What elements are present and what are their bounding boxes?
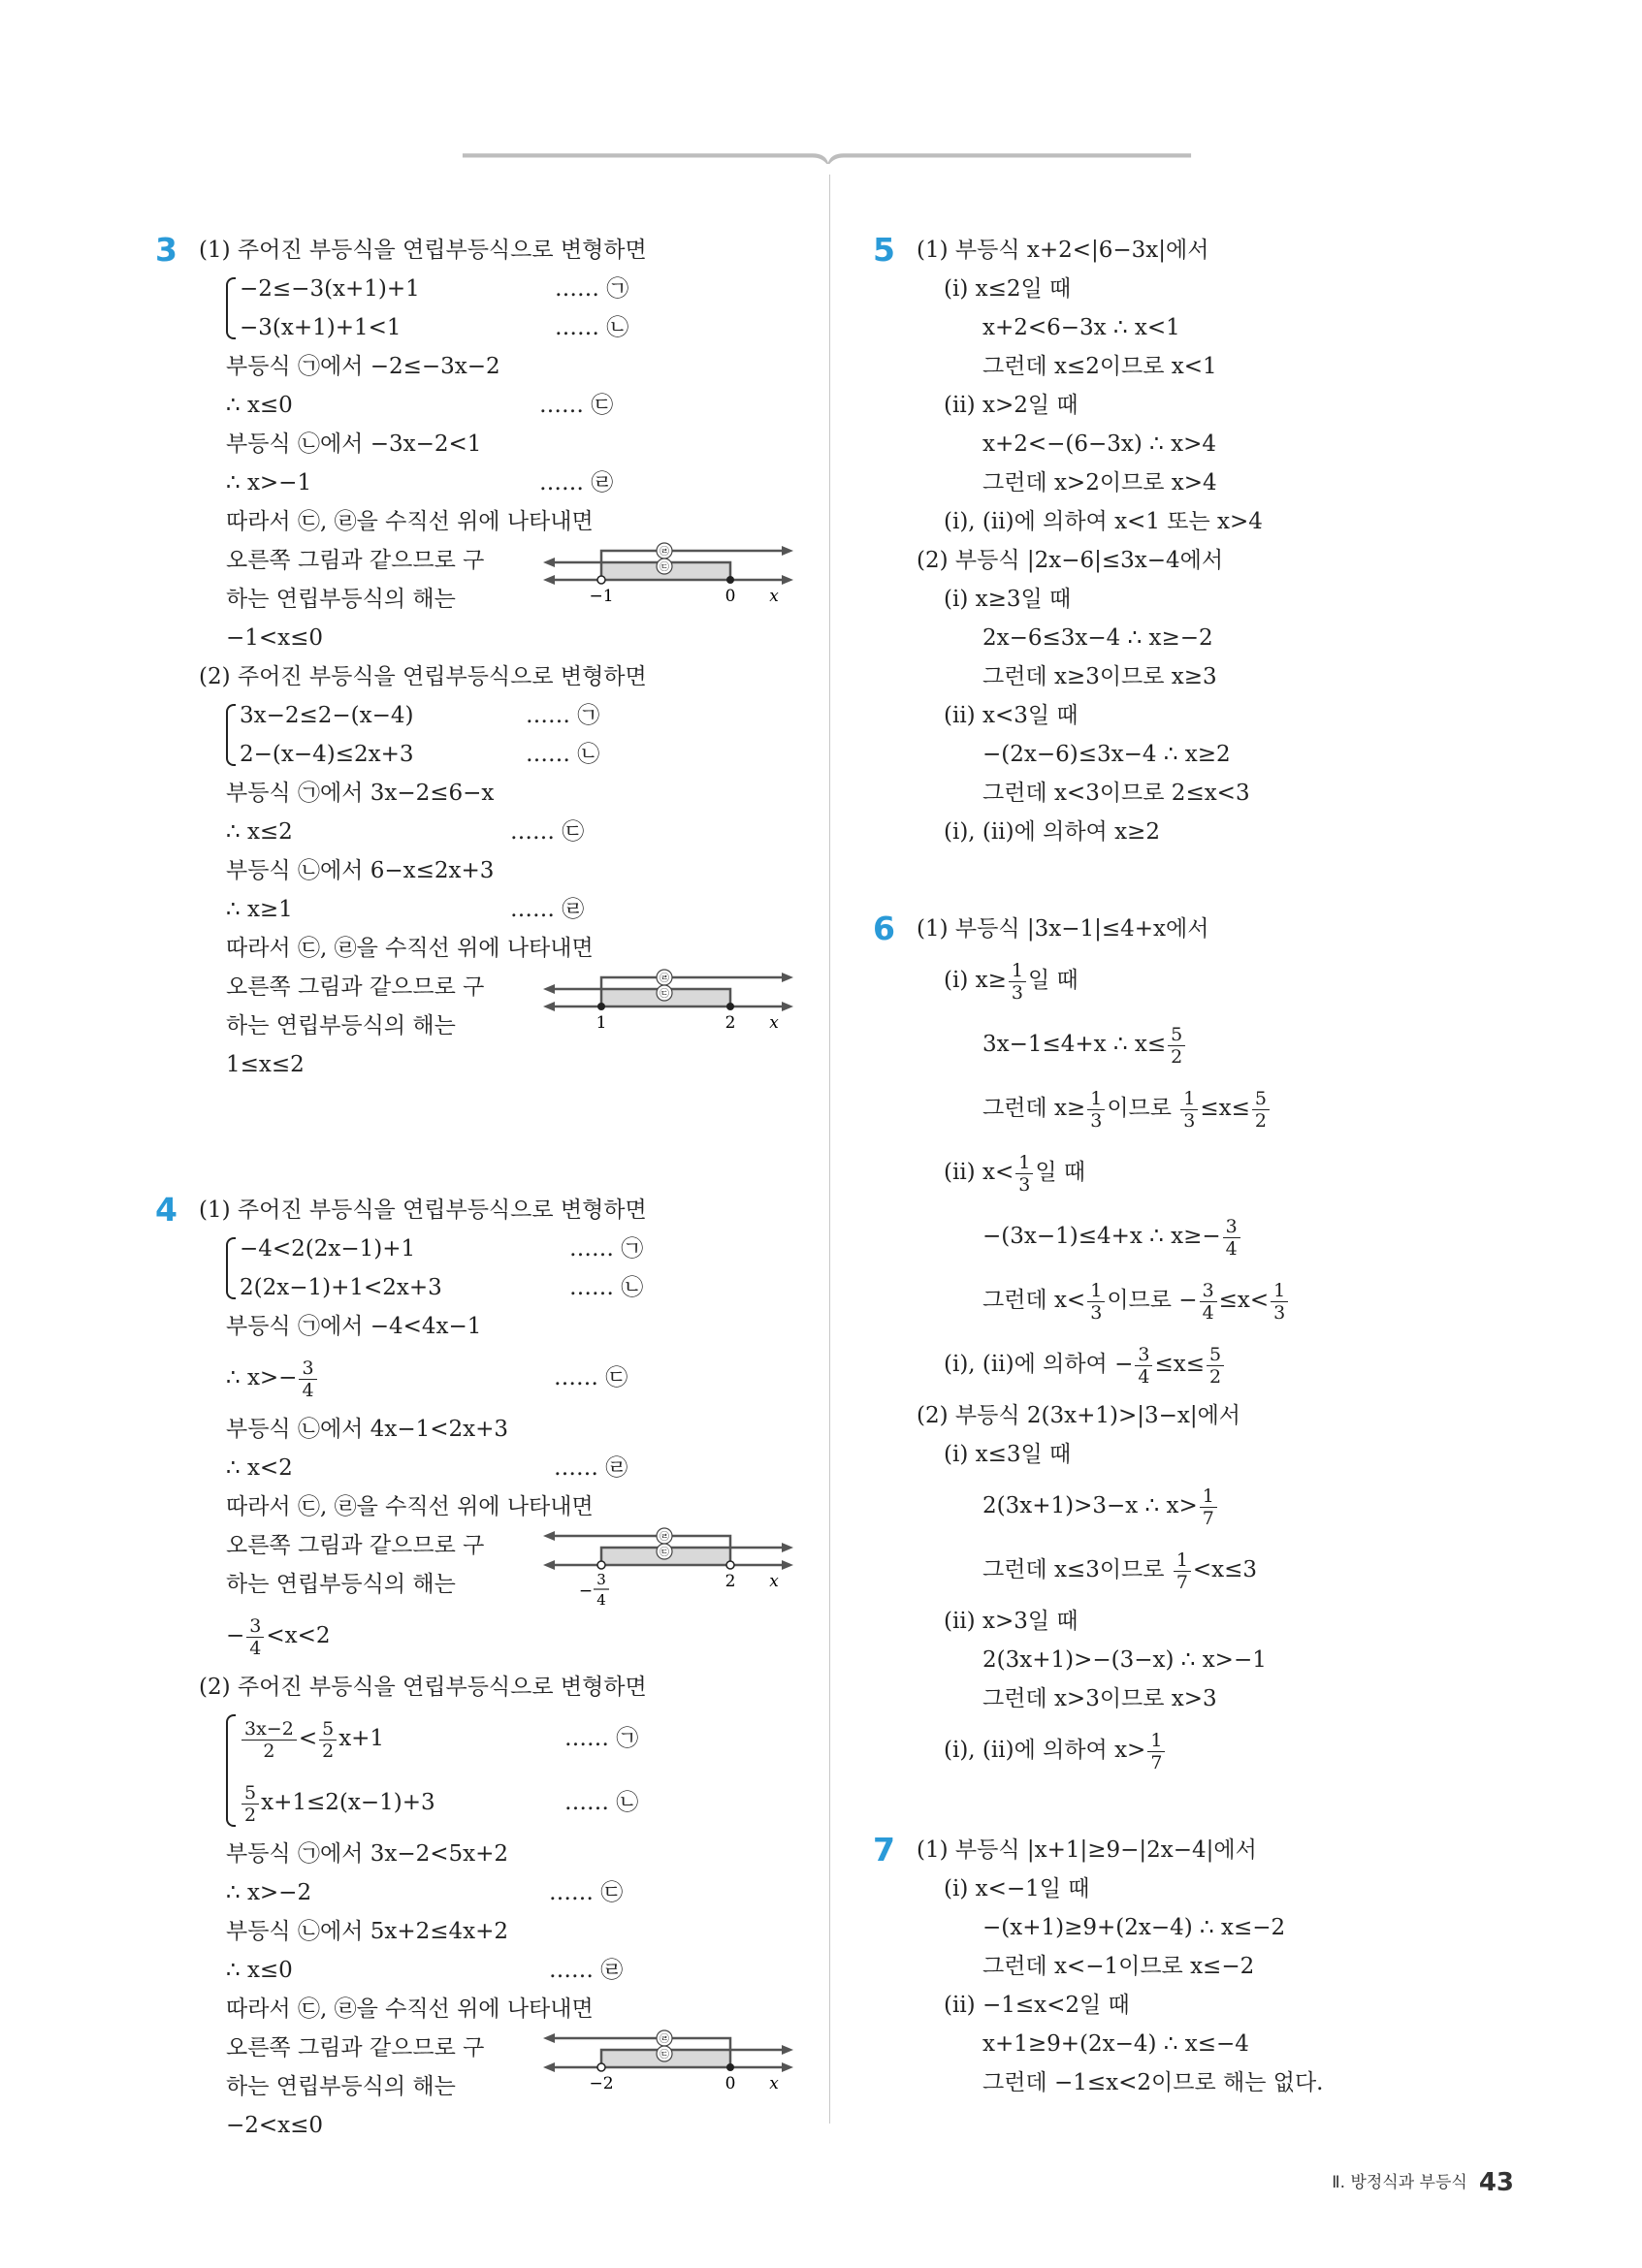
inequality-system	[226, 270, 815, 347]
fraction: $\frac{1}{3}$	[1180, 1088, 1198, 1132]
right-column	[873, 231, 1503, 2102]
tick-label-minus: −	[578, 1581, 594, 1601]
step-line: 부등식 ㉡에서 5x+2≤4x+2	[226, 1919, 509, 1944]
step-line: 그런데 −1≤x<2이므로 해는 없다.	[982, 2070, 1324, 2095]
step-line: 부등식 ㉡에서 −3x−2<1	[226, 431, 482, 457]
page-footer	[1332, 2168, 1514, 2197]
inequality-system	[226, 1230, 815, 1307]
fraction: $\frac{1}{3}$	[1015, 1152, 1033, 1196]
top-decorative-bar	[150, 150, 1503, 164]
fraction: $\frac{1}{7}$	[1200, 1485, 1217, 1529]
label-c4: ㉣	[660, 974, 669, 984]
step-line: −(x+1)≥9+(2x−4) ∴ x≤−2	[982, 1915, 1286, 1940]
system-row: −3(x+1)+1<1 …… ㉡	[240, 315, 629, 340]
axis-label: x	[769, 587, 779, 606]
part-intro: (1) 부등식 x+2<|6−3x|에서	[917, 238, 1209, 263]
part-intro: (1) 주어진 부등식을 연립부등식으로 변형하면	[199, 238, 647, 263]
step-line: ∴ x≤0 …… ㉢	[226, 393, 614, 418]
step-line: 그런데 x<−1이므로 x≤−2	[982, 1954, 1255, 1979]
step-line: x+1≥9+(2x−4) ∴ x≤−4	[982, 2031, 1249, 2057]
label-c3: ㉢	[660, 1548, 669, 1558]
step-line: 그런데 x< $\frac{1}{3}$ 이므로 − $\frac{3}{4}$ ≤x< $\frac{1}{3}$	[917, 1268, 1503, 1332]
step-line: 그런데 x≤2이므로 x<1	[982, 354, 1217, 379]
step-line: 부등식 ㉠에서 3x−2≤6−x	[226, 781, 495, 806]
case-line: (ⅰ) x≥3일 때	[944, 587, 1072, 612]
axis-label: x	[769, 1013, 779, 1033]
case-line: (ⅱ) x<3일 때	[944, 703, 1079, 728]
case-line: (ⅰ) x≥ $\frac{1}{3}$ 일 때	[944, 959, 1079, 1004]
text-line: 따라서 ㉢, ㉣을 수직선 위에 나타내면	[226, 1996, 594, 2022]
answer: − $\frac{3}{4}$ <x<2	[226, 1614, 331, 1659]
chapter-label: Ⅱ. 방정식과 부등식	[1332, 2173, 1467, 2192]
problem-6	[873, 910, 1503, 1782]
case-line: (ⅱ) x< $\frac{1}{3}$ 일 때	[944, 1151, 1086, 1196]
axis-label: x	[769, 1572, 779, 1591]
text-line: 오른쪽 그림과 같으므로 구	[226, 2035, 485, 2060]
conclusion: (ⅰ), (ⅱ)에 의하여 x≥2	[944, 819, 1160, 845]
problem-number: 7	[873, 1831, 895, 1869]
step-line: 부등식 ㉠에서 −2≤−3x−2	[226, 354, 500, 379]
text-line: 오른쪽 그림과 같으므로 구	[226, 974, 485, 1000]
numberline-block	[199, 541, 815, 657]
label-c3: ㉢	[660, 989, 669, 1000]
case-line: (ⅱ) x>2일 때	[944, 393, 1079, 418]
conclusion: (ⅰ), (ⅱ)에 의하여 x> $\frac{1}{7}$	[917, 1718, 1503, 1782]
step-line: 2x−6≤3x−4 ∴ x≥−2	[982, 625, 1213, 651]
step-line: −(2x−6)≤3x−4 ∴ x≥2	[982, 742, 1231, 767]
fraction: $\frac{3}{4}$	[299, 1358, 316, 1401]
number-line-3-2	[543, 956, 795, 1034]
system-row: $\frac{5}{2}$ x+1≤2(x−1)+3 …… ㉡	[240, 1771, 815, 1835]
tick-label-den: 4	[596, 1591, 606, 1609]
numberline-block	[199, 968, 815, 1084]
case-line: (ⅰ) x≤2일 때	[944, 276, 1072, 302]
text-line: 하는 연립부등식의 해는	[226, 587, 456, 612]
system-row: 2(2x−1)+1<2x+3 …… ㉡	[240, 1275, 644, 1300]
fraction: $\frac{1}{3}$	[1009, 960, 1026, 1004]
answer: −2<x≤0	[226, 2113, 324, 2138]
inequality-system	[226, 696, 815, 774]
step-line: 그런데 x>2이므로 x>4	[982, 470, 1217, 495]
fraction: $\frac{1}{3}$	[1087, 1280, 1105, 1324]
fraction: $\frac{1}{3}$	[1271, 1280, 1288, 1324]
number-line-4-1	[543, 1515, 795, 1612]
fraction: $\frac{5}{2}$	[1168, 1024, 1185, 1068]
step-line: ∴ x≤2 …… ㉢	[226, 819, 585, 845]
conclusion: (ⅰ), (ⅱ)에 의하여 − $\frac{3}{4}$ ≤x≤ $\frac{5}{2}$	[917, 1332, 1503, 1396]
label-c4: ㉣	[660, 547, 669, 558]
step-line: ∴ x>−1 …… ㉣	[226, 470, 614, 495]
page-number: 43	[1478, 2168, 1514, 2197]
fraction: $\frac{3}{4}$	[1135, 1344, 1152, 1388]
tick-label: 2	[724, 1013, 736, 1033]
label-c4: ㉣	[660, 2034, 669, 2045]
fraction: $\frac{5}{2}$	[319, 1718, 337, 1762]
answer: 1≤x≤2	[226, 1052, 305, 1077]
step-line: 부등식 ㉠에서 −4<4x−1	[226, 1314, 482, 1339]
part-intro: (1) 부등식 |x+1|≥9−|2x−4|에서	[917, 1837, 1257, 1863]
tick-label-num: 3	[596, 1571, 606, 1588]
fraction: $\frac{3x-2}{2}$	[241, 1718, 297, 1762]
part-intro: (2) 부등식 |2x−6|≤3x−4에서	[917, 548, 1224, 573]
step-line: 그런데 x≤3이므로 $\frac{1}{7}$ <x≤3	[982, 1549, 1258, 1593]
step-line: 3x−1≤4+x ∴ x≤ $\frac{5}{2}$	[917, 1012, 1503, 1076]
system-row: −2≤−3(x+1)+1 …… ㉠	[240, 276, 629, 302]
label-c3: ㉢	[660, 562, 669, 573]
problem-7	[873, 1831, 1503, 2102]
fraction: $\frac{1}{7}$	[1174, 1549, 1191, 1593]
problem-4	[155, 1191, 815, 2145]
case-line: (ⅱ) −1≤x<2일 때	[944, 1993, 1130, 2018]
text-line: 오른쪽 그림과 같으므로 구	[226, 1533, 485, 1558]
column-divider	[829, 175, 830, 2124]
label-c4: ㉣	[660, 1532, 669, 1543]
step-line: 부등식 ㉠에서 3x−2<5x+2	[226, 1841, 509, 1867]
part-intro: (2) 주어진 부등식을 연립부등식으로 변형하면	[199, 664, 647, 689]
problem-number: 5	[873, 231, 895, 269]
text-line: 하는 연립부등식의 해는	[226, 1572, 456, 1597]
text-line: 오른쪽 그림과 같으므로 구	[226, 548, 485, 573]
problem-number: 3	[155, 231, 177, 269]
conclusion: (ⅰ), (ⅱ)에 의하여 x<1 또는 x>4	[944, 509, 1263, 534]
tick-label: 0	[724, 2074, 736, 2093]
step-line: 그런데 x>3이므로 x>3	[982, 1686, 1217, 1711]
fraction: $\frac{1}{7}$	[1147, 1730, 1165, 1773]
fraction: $\frac{5}{2}$	[1252, 1088, 1270, 1132]
part-intro: (1) 부등식 |3x−1|≤4+x에서	[917, 916, 1209, 942]
text-line: 따라서 ㉢, ㉣을 수직선 위에 나타내면	[226, 1494, 594, 1519]
step-line: ∴ x≥1 …… ㉣	[226, 897, 585, 922]
tick-label: 1	[596, 1013, 607, 1033]
number-line-3-1	[543, 529, 795, 607]
tick-label: −1	[589, 587, 614, 606]
text-line: 하는 연립부등식의 해는	[226, 1013, 456, 1038]
step-line: x+2<6−3x ∴ x<1	[982, 315, 1180, 340]
fraction: $\frac{5}{2}$	[1207, 1344, 1224, 1388]
axis-label: x	[769, 2074, 779, 2093]
step-line: ∴ x<2 …… ㉣	[226, 1455, 628, 1481]
step-line: ∴ x≤0 …… ㉣	[226, 1958, 624, 1983]
fraction: $\frac{3}{4}$	[1223, 1216, 1240, 1260]
system-row: 3x−2≤2−(x−4) …… ㉠	[240, 703, 600, 728]
inequality-system	[226, 1707, 815, 1835]
step-line: 그런데 x≥3이므로 x≥3	[982, 664, 1217, 689]
step-line: x+2<−(6−3x) ∴ x>4	[982, 431, 1217, 457]
step-line: −(3x−1)≤4+x ∴ x≥− $\frac{3}{4}$	[917, 1204, 1503, 1268]
left-column	[155, 231, 815, 2145]
step-line: ∴ x>− $\frac{3}{4}$ …… ㉢	[226, 1357, 628, 1401]
text-line: 따라서 ㉢, ㉣을 수직선 위에 나타내면	[226, 936, 594, 961]
step-line: ∴ x>−2 …… ㉢	[226, 1880, 624, 1905]
problem-number: 6	[873, 910, 895, 947]
text-line: 하는 연립부등식의 해는	[226, 2074, 456, 2099]
case-line: (ⅰ) x<−1일 때	[944, 1876, 1090, 1901]
tick-label: −2	[589, 2074, 614, 2093]
case-line: (ⅱ) x>3일 때	[944, 1609, 1079, 1634]
problem-number: 4	[155, 1191, 177, 1229]
step-line: 2(3x+1)>3−x ∴ x> $\frac{1}{7}$	[917, 1474, 1503, 1538]
numberline-block	[199, 1526, 815, 1668]
answer: −1<x≤0	[226, 625, 324, 651]
system-row: 2−(x−4)≤2x+3 …… ㉡	[240, 742, 600, 767]
step-line: 2(3x+1)>−(3−x) ∴ x>−1	[982, 1647, 1267, 1673]
fraction: $\frac{5}{2}$	[241, 1782, 259, 1826]
part-intro: (2) 주어진 부등식을 연립부등식으로 변형하면	[199, 1675, 647, 1700]
step-line: 부등식 ㉡에서 4x−1<2x+3	[226, 1417, 509, 1442]
case-line: (ⅰ) x≤3일 때	[944, 1442, 1072, 1467]
fraction: $\frac{3}{4}$	[246, 1615, 264, 1659]
problem-3	[155, 231, 815, 1084]
problem-5	[873, 231, 1503, 851]
text-line: 따라서 ㉢, ㉣을 수직선 위에 나타내면	[226, 509, 594, 534]
numberline-block	[199, 2028, 815, 2145]
fraction: $\frac{3}{4}$	[1200, 1280, 1217, 1324]
part-intro: (2) 부등식 2(3x+1)>|3−x|에서	[917, 1403, 1241, 1428]
step-line: 그런데 x<3이므로 2≤x<3	[982, 781, 1250, 806]
system-row: −4<2(2x−1)+1 …… ㉠	[240, 1236, 644, 1262]
number-line-4-2	[543, 2017, 795, 2094]
tick-label: 2	[724, 1572, 736, 1591]
system-row: $\frac{3x-2}{2}$ < $\frac{5}{2}$ x+1 …… ㉠	[240, 1707, 815, 1771]
step-line: 그런데 x≥ $\frac{1}{3}$ 이므로 $\frac{1}{3}$ ≤x≤ $\frac{5}{2}$	[917, 1076, 1503, 1140]
step-line: 부등식 ㉡에서 6−x≤2x+3	[226, 858, 495, 883]
label-c3: ㉢	[660, 2050, 669, 2060]
fraction: $\frac{1}{3}$	[1087, 1088, 1105, 1132]
part-intro: (1) 주어진 부등식을 연립부등식으로 변형하면	[199, 1198, 647, 1223]
tick-label: 0	[724, 587, 736, 606]
